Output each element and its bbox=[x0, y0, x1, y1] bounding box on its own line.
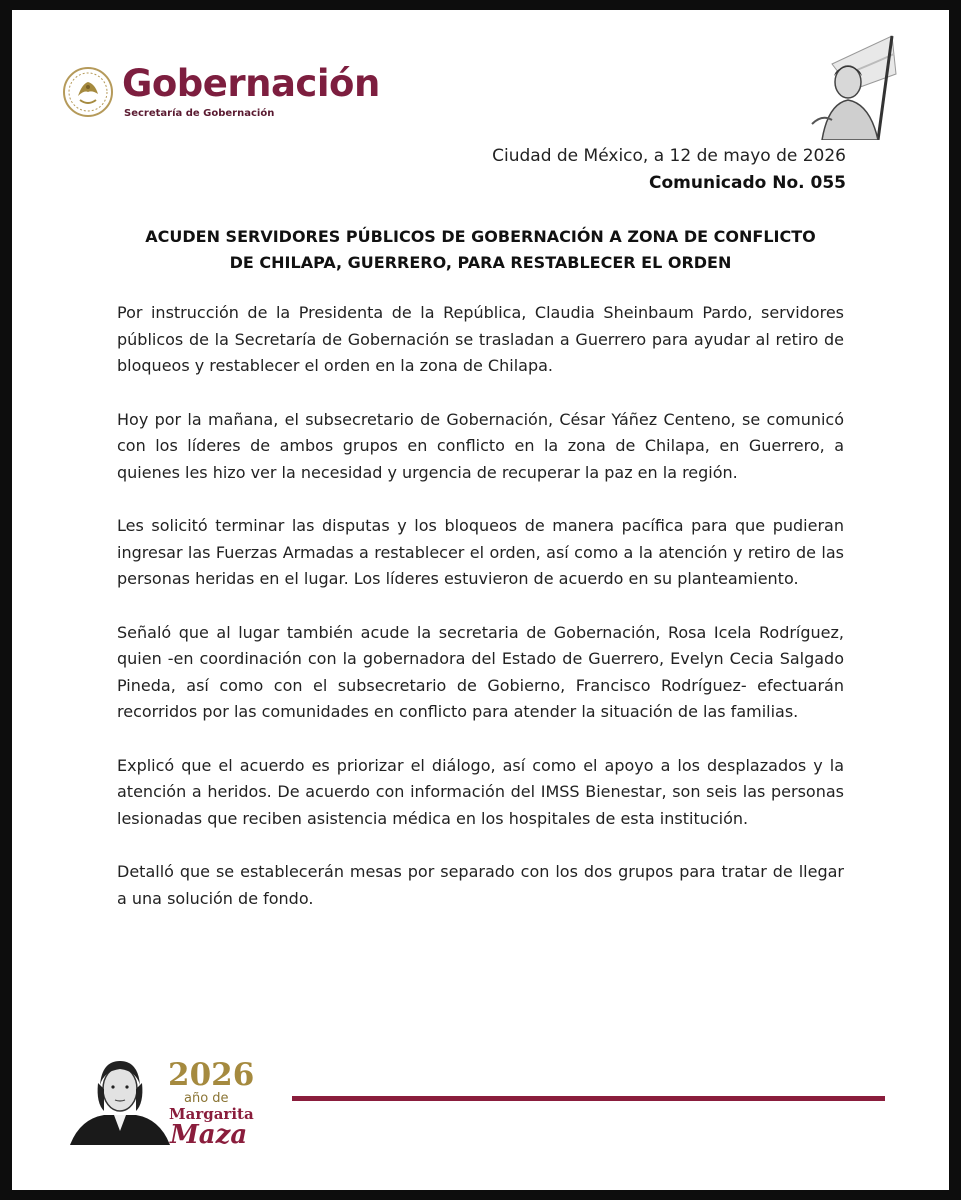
paragraph: Les solicitó terminar las disputas y los bloqueos de manera pacífica para que pudieran ingresar las Fuerzas Armadas a restablecer el orden, así como a la atención y retiro de las personas heridas en el lugar. Los líderes estuvieron de acuerdo en su planteamiento. bbox=[117, 516, 844, 588]
paragraph: Señaló que al lugar también acude la secretaria de Gobernación, Rosa Icela Rodríguez, quien -en coordinación con la gobernadora del Estado de Guerrero, Evelyn Cecia Salgado Pineda, así como con el subsecretario de Gobierno, Francisco Rodríguez- efectuarán recorridos por las comunidades en conflicto para atender la situación de las familias. bbox=[117, 622, 844, 721]
paragraph: Explicó que el acuerdo es priorizar el diálogo, así como el apoyo a los desplazados y la atención a heridos. De acuerdo con información del IMSS Bienestar, son seis las personas lesionadas que reciben asistencia médica en los hospitales de esta institución. bbox=[117, 755, 844, 828]
headline-line-2: DE CHILAPA, GUERRERO, PARA RESTABLECER EL ORDEN bbox=[229, 253, 732, 272]
footer-name-last: Maza bbox=[170, 1120, 248, 1150]
logo-title: Gobernación bbox=[122, 62, 380, 105]
margarita-maza-portrait bbox=[70, 1053, 170, 1145]
footer-year-caption: año de bbox=[184, 1091, 229, 1106]
paragraph: Detalló que se establecerán mesas por separado con los dos grupos para tratar de llegar a una solución de fondo. bbox=[117, 862, 844, 908]
footer-divider bbox=[292, 1096, 885, 1101]
paragraph: Por instrucción de la Presidenta de la República, Claudia Sheinbaum Pardo, servidores públicos de la Secretaría de Gobernación se trasladan a Guerrero para ayudar al retiro de bloqueos y restablecer el orden en la zona de Chilapa. bbox=[117, 303, 844, 375]
gobernacion-logo bbox=[62, 62, 392, 132]
document-page bbox=[12, 10, 949, 1190]
paragraph: Hoy por la mañana, el subsecretario de Gobernación, César Yáñez Centeno, se comunicó con los líderes de ambos grupos en conflicto en la zona de Chilapa, en Guerrero, a quienes les hizo ver la necesidad y urgencia de recuperar la paz en la región. bbox=[117, 409, 844, 482]
document-date: Ciudad de México, a 12 de mayo de 2026 bbox=[492, 146, 846, 166]
footer-name-first: Margarita bbox=[169, 1105, 254, 1123]
headline bbox=[112, 224, 849, 276]
body-text bbox=[117, 300, 844, 939]
footer-year: 2026 bbox=[168, 1057, 255, 1093]
logo-subtitle: Secretaría de Gobernación bbox=[124, 108, 275, 119]
woman-with-flag-illustration bbox=[792, 34, 900, 140]
bulletin-number: Comunicado No. 055 bbox=[649, 173, 846, 193]
headline-line-1: ACUDEN SERVIDORES PÚBLICOS DE GOBERNACIÓN A ZONA DE CONFLICTO bbox=[145, 227, 816, 246]
coat-of-arms-icon bbox=[62, 66, 114, 118]
